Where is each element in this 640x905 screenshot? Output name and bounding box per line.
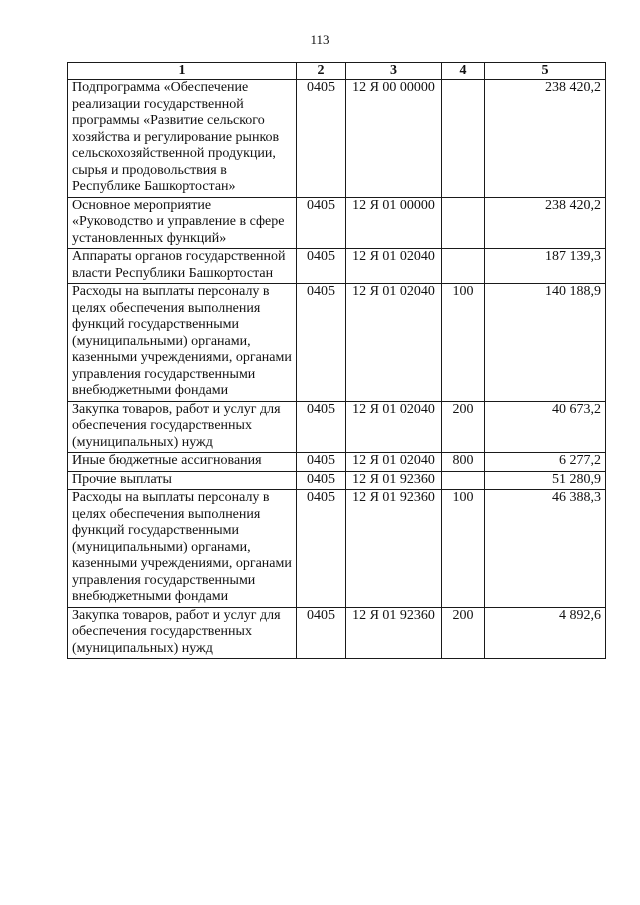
row-target-code: 12 Я 01 92360 <box>346 471 442 490</box>
budget-table <box>67 62 606 659</box>
column-header-name: 1 <box>68 63 297 80</box>
row-section: 0405 <box>297 284 346 402</box>
row-amount: 51 280,9 <box>485 471 606 490</box>
column-header-section: 2 <box>297 63 346 80</box>
row-name: Аппараты органов государственной власти Республики Башкортостан <box>68 249 297 284</box>
row-section: 0405 <box>297 471 346 490</box>
row-name: Основное мероприятие «Руководство и управление в сфере установленных функций» <box>68 197 297 249</box>
row-name: Закупка товаров, работ и услуг для обеспечения государственных (муниципальных) нужд <box>68 607 297 659</box>
page-number: 113 <box>310 32 330 47</box>
row-name: Прочие выплаты <box>68 471 297 490</box>
row-section: 0405 <box>297 453 346 472</box>
table-row <box>68 197 606 249</box>
row-amount: 140 188,9 <box>485 284 606 402</box>
column-header-amount: 5 <box>485 63 606 80</box>
row-name: Иные бюджетные ассигнования <box>68 453 297 472</box>
row-amount: 6 277,2 <box>485 453 606 472</box>
column-header-target-code: 3 <box>346 63 442 80</box>
row-section: 0405 <box>297 197 346 249</box>
row-target-code: 12 Я 01 02040 <box>346 453 442 472</box>
row-target-code: 12 Я 01 00000 <box>346 197 442 249</box>
row-target-code: 12 Я 01 92360 <box>346 490 442 608</box>
column-header-expense-type: 4 <box>442 63 485 80</box>
row-amount: 4 892,6 <box>485 607 606 659</box>
row-expense-type <box>442 471 485 490</box>
row-target-code: 12 Я 01 02040 <box>346 249 442 284</box>
row-expense-type: 200 <box>442 607 485 659</box>
table-row <box>68 249 606 284</box>
row-expense-type: 200 <box>442 401 485 453</box>
row-expense-type <box>442 249 485 284</box>
row-amount: 187 139,3 <box>485 249 606 284</box>
row-expense-type <box>442 197 485 249</box>
table-row <box>68 607 606 659</box>
row-amount: 238 420,2 <box>485 197 606 249</box>
row-target-code: 12 Я 01 02040 <box>346 284 442 402</box>
table-row <box>68 471 606 490</box>
row-section: 0405 <box>297 607 346 659</box>
table-row <box>68 453 606 472</box>
row-section: 0405 <box>297 249 346 284</box>
row-section: 0405 <box>297 401 346 453</box>
table-row <box>68 401 606 453</box>
row-expense-type: 800 <box>442 453 485 472</box>
row-target-code: 12 Я 01 02040 <box>346 401 442 453</box>
row-expense-type: 100 <box>442 490 485 608</box>
table-header-row <box>68 63 606 80</box>
row-expense-type: 100 <box>442 284 485 402</box>
row-name: Закупка товаров, работ и услуг для обеспечения государственных (муниципальных) нужд <box>68 401 297 453</box>
row-name: Подпрограмма «Обеспечение реализации государственной программы «Развитие сельского хозяйства и регулирование рынков сельскохозяйственной продукции, сырья и продовольствия в Республике Башкортостан» <box>68 80 297 198</box>
row-target-code: 12 Я 01 92360 <box>346 607 442 659</box>
row-section: 0405 <box>297 80 346 198</box>
table-row <box>68 490 606 608</box>
row-name: Расходы на выплаты персоналу в целях обеспечения выполнения функций государственными (муниципальными) органами, казенными учреждениями, органами управления государственными внебюджетными фондами <box>68 490 297 608</box>
table-row <box>68 284 606 402</box>
row-amount: 238 420,2 <box>485 80 606 198</box>
row-expense-type <box>442 80 485 198</box>
row-name: Расходы на выплаты персоналу в целях обеспечения выполнения функций государственными (муниципальными) органами, казенными учреждениями, органами управления государственными внебюджетными фондами <box>68 284 297 402</box>
table-row <box>68 80 606 198</box>
row-target-code: 12 Я 00 00000 <box>346 80 442 198</box>
row-amount: 40 673,2 <box>485 401 606 453</box>
row-section: 0405 <box>297 490 346 608</box>
row-amount: 46 388,3 <box>485 490 606 608</box>
